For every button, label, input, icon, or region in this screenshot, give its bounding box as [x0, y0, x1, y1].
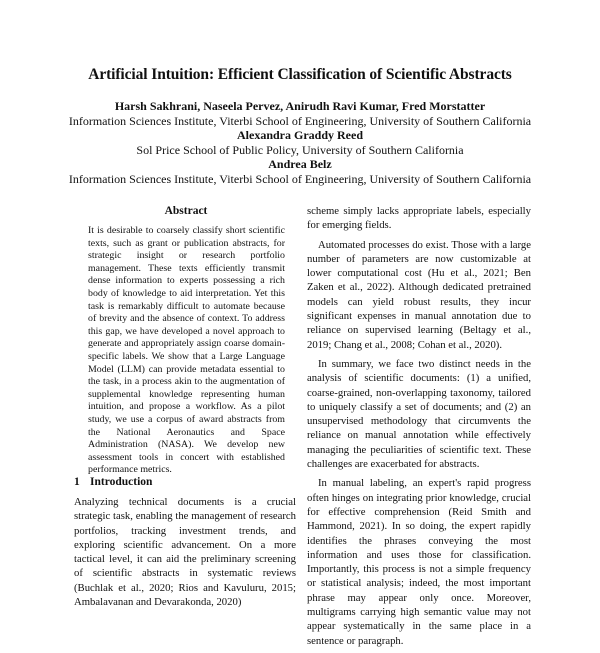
intro-paragraph-continued: scheme simply lacks appropriate labels, especially for emerging fields. — [307, 205, 531, 232]
author-names-group-2: Alexandra Graddy Reed — [237, 128, 363, 143]
right-column-body — [307, 204, 531, 653]
intro-paragraph-summary: In summary, we face two distinct needs in the analysis of scientific documents: (1) a unified, coarse-grained, non-overlapping taxonomy, tailored to uniquely classify a set of documents; and (2) an unsupervised methodology that circumvents the reliance on manual annotation while effectively managing the peculiarities of scientific text. These challenges are exacerbated for abstracts. — [307, 357, 531, 471]
author-names-group-1: Harsh Sakhrani, Naseela Pervez, Anirudh Ravi Kumar, Fred Morstatter — [114, 99, 486, 113]
intro-paragraph-automated: Automated processes do exist. Those with a large number of parameters are now customizable at lower computational cost (Hu et al., 2021; Ben Zaken et al., 2022). Although dedicated pretrained models can yield robust results, they incur significant expenses in manual annotation due to reliance on supervised learning (Beltagy et al., 2019; Chang et al., 2008; Cohan et al., 2020). — [307, 238, 531, 351]
left-column-body — [74, 495, 296, 614]
affiliation-group-2: Sol Price School of Public Policy, University of Southern California — [136, 142, 464, 157]
author-block — [0, 99, 600, 187]
affiliation-group-1: Information Sciences Institute, Viterbi School of Engineering, University of Southern California — [68, 113, 532, 128]
section-title: Introduction — [90, 476, 153, 488]
abstract-paragraph: It is desirable to coarsely classify short scientific texts, such as grant or publication abstracts, for strategic insight or research portfolio management. These texts efficiently transmit dense information to experts possessing a rich body of knowledge to aid interpretation. Yet this task is remarkably difficult to automate because of brevity and the absence of context. To address this gap, we have developed a novel approach to generate and appropriately assign coarse domain-specific labels. We show that a Large Language Model (LLM) can provide metadata essential to the task, in a process akin to the augmentation of supplemental knowledge representing human intuition, and propose a workflow. As a pilot study, we use a corpus of award abstracts from the National Aeronautics and Space Administration (NASA). We develop new assessment tools in concert with established performance metrics. — [88, 225, 285, 476]
section-heading-introduction — [74, 476, 294, 488]
affiliation-group-3: Information Sciences Institute, Viterbi School of Engineering, University of Southern California — [68, 171, 532, 186]
paper-title: Artificial Intuition: Efficient Classification of Scientific Abstracts — [88, 66, 512, 83]
intro-paragraph-manual-labeling: In manual labeling, an expert's rapid progress often hinges on integrating prior knowledge, crucial for effective comprehension (Reid Smith and Hammond, 2021). In so doing, the expert rapidly identifies the phrases conveying the most information and uses those for classification. Importantly, this process is not a simple frequency or statistical analysis; indeed, the most important phrase may appear only once. Moreover, multigrams carrying high semantic value may not appear systematically in the same place in a sentence or paragraph. — [307, 477, 531, 647]
intro-paragraph-1: Analyzing technical documents is a crucial strategic task, enabling the management of research portfolios, tracking investment trends, and exploring scientific advancement. On a more tactical level, it can aid the preliminary screening of scientific abstracts in systematic reviews (Buchlak et al., 2020; Rios and Kavuluru, 2015; Ambalavanan and Devarakonda, 2020) — [74, 496, 296, 609]
abstract-body — [88, 225, 285, 477]
author-names-group-3: Andrea Belz — [268, 157, 332, 172]
abstract-heading: Abstract — [164, 205, 208, 217]
section-number: 1 — [74, 476, 80, 488]
